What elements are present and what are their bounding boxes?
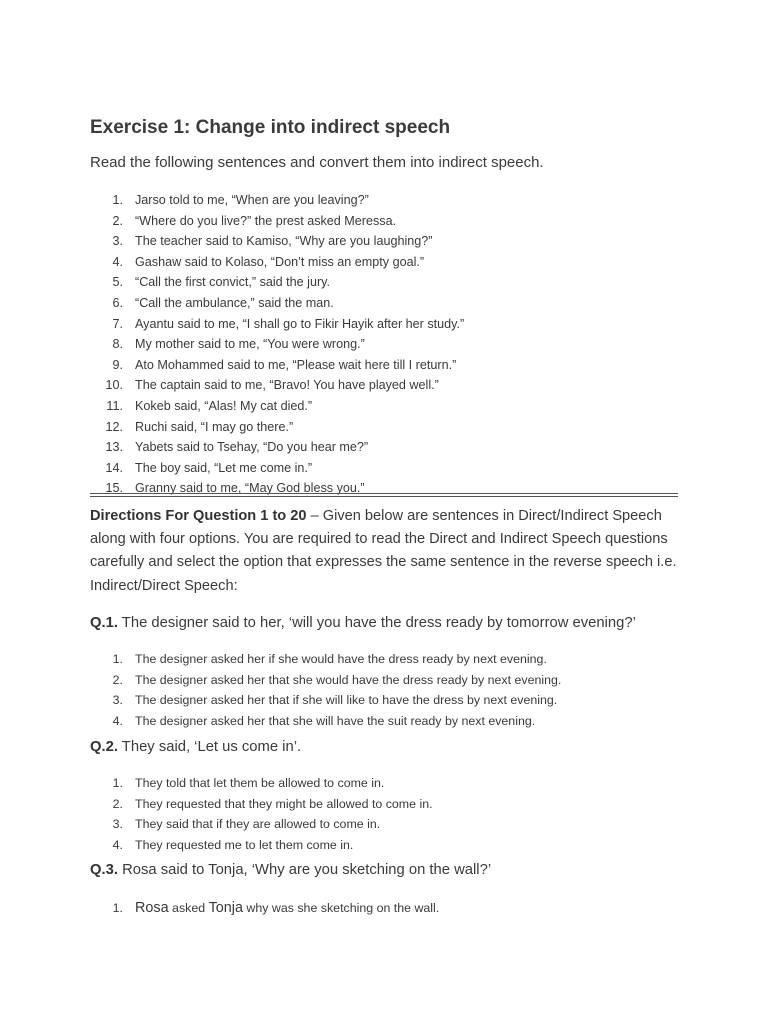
item-number: 2.: [112, 213, 123, 228]
item-number: 3.: [112, 234, 123, 249]
question-label: Q.1.: [90, 615, 118, 631]
option-text: why was she sketching on the wall.: [242, 901, 440, 915]
item-text: “Call the ambulance,” said the man.: [135, 295, 334, 310]
option-item: [90, 649, 680, 670]
question-text: The designer said to her, ‘will you have the dress ready by tomorrow evening?’: [117, 615, 636, 631]
list-item: [90, 211, 680, 232]
question-text: Rosa said to Tonja, ‘Why are you sketching on the wall?’: [117, 862, 492, 878]
list-item: [90, 375, 680, 396]
option-text: They requested that they might be allowed to come in.: [135, 796, 433, 811]
option-number: 3.: [112, 693, 123, 707]
option-number: 4.: [112, 713, 123, 728]
item-text: “Where do you live?” the prest asked Meressa.: [135, 213, 397, 228]
item-number: 12.: [105, 419, 123, 434]
list-item: [90, 252, 680, 273]
option-item: [90, 670, 680, 691]
item-number: 1.: [112, 193, 123, 207]
option-item: [90, 711, 680, 732]
exercise-list: [90, 190, 680, 499]
option-item: [90, 794, 680, 815]
item-text: Ato Mohammed said to me, “Please wait here till I return.”: [135, 357, 457, 372]
list-item: [90, 334, 680, 355]
option-text: They requested me to let them come in.: [135, 837, 354, 852]
option-name: Tonja: [208, 900, 243, 916]
item-text: The boy said, “Let me come in.”: [135, 460, 313, 475]
item-number: 14.: [105, 460, 123, 475]
directions-label: Directions For Question 1 to 20: [90, 508, 307, 524]
item-text: My mother said to me, “You were wrong.”: [135, 337, 365, 352]
question-label: Q.2.: [90, 739, 118, 755]
question-text: They said, ‘Let us come in’.: [117, 739, 302, 755]
option-number: 4.: [112, 837, 123, 852]
list-item: [90, 355, 680, 376]
option-number: 1.: [112, 652, 123, 666]
directions-paragraph: [90, 505, 690, 598]
question-2-options: [90, 773, 680, 855]
question-2: [90, 739, 301, 755]
list-item: [90, 396, 680, 417]
question-3-options: [90, 898, 680, 919]
option-item: [90, 690, 680, 711]
item-text: Jarso told to me, “When are you leaving?”: [135, 193, 369, 207]
list-item: [90, 272, 680, 293]
question-3: [90, 862, 491, 878]
list-item: [90, 437, 680, 458]
item-text: Ruchi said, “I may go there.”: [135, 419, 294, 434]
item-text: The teacher said to Kamiso, “Why are you laughing?”: [135, 234, 433, 249]
exercise-intro: Read the following sentences and convert them into indirect speech.: [90, 154, 544, 171]
section-divider: [90, 493, 678, 497]
option-item: [90, 814, 680, 835]
item-text: Yabets said to Tsehay, “Do you hear me?”: [135, 440, 369, 455]
item-number: 8.: [112, 337, 123, 352]
option-text: asked: [168, 901, 209, 915]
option-item: [90, 773, 680, 794]
item-text: Kokeb said, “Alas! My cat died.”: [135, 398, 313, 413]
option-number: 1.: [112, 776, 123, 790]
list-item: [90, 314, 680, 335]
list-item: [90, 417, 680, 438]
option-number: 3.: [112, 817, 123, 831]
option-number: 1.: [112, 901, 123, 915]
list-item: [90, 190, 680, 211]
item-number: 13.: [105, 440, 123, 455]
option-name: Rosa: [135, 900, 169, 916]
option-text: They told that let them be allowed to come in.: [135, 776, 385, 790]
item-text: Ayantu said to me, “I shall go to Fikir Hayik after her study.”: [135, 316, 465, 331]
item-number: 15.: [105, 481, 123, 496]
item-text: Granny said to me, “May God bless you.”: [135, 481, 365, 496]
item-number: 9.: [112, 357, 123, 372]
question-1: [90, 615, 636, 631]
question-label: Q.3.: [90, 862, 118, 878]
question-1-options: [90, 649, 680, 731]
option-number: 2.: [112, 796, 123, 811]
option-text: They said that if they are allowed to come in.: [135, 817, 381, 831]
item-number: 6.: [112, 295, 123, 310]
item-text: The captain said to me, “Bravo! You have played well.”: [135, 378, 439, 393]
option-item: [90, 898, 680, 919]
list-item: [90, 231, 680, 252]
option-item: [90, 835, 680, 856]
item-text: “Call the first convict,” said the jury.: [135, 275, 331, 290]
item-number: 7.: [112, 316, 123, 331]
option-text: The designer asked her that she would have the dress ready by next evening.: [135, 672, 562, 687]
list-item: [90, 458, 680, 479]
option-text: The designer asked her that she will have the suit ready by next evening.: [135, 713, 536, 728]
exercise-heading: Exercise 1: Change into indirect speech: [90, 117, 451, 138]
option-text: The designer asked her that if she will like to have the dress by next evening.: [135, 693, 558, 707]
item-number: 5.: [112, 275, 123, 290]
item-text: Gashaw said to Kolaso, “Don’t miss an empty goal.”: [135, 254, 425, 269]
directions-text: – Given below are sentences in Direct/Indirect Speech along with four options. You are required to read the Direct and Indirect Speech questions carefully and select the option that expresses the same sentence in the reverse speech i.e. Indirect/Direct Speech:: [90, 508, 677, 594]
option-text: The designer asked her if she would have the dress ready by next evening.: [135, 652, 547, 666]
item-number: 4.: [112, 254, 123, 269]
option-number: 2.: [112, 672, 123, 687]
item-number: 10.: [105, 378, 123, 393]
item-number: 11.: [106, 398, 123, 413]
list-item: [90, 293, 680, 314]
